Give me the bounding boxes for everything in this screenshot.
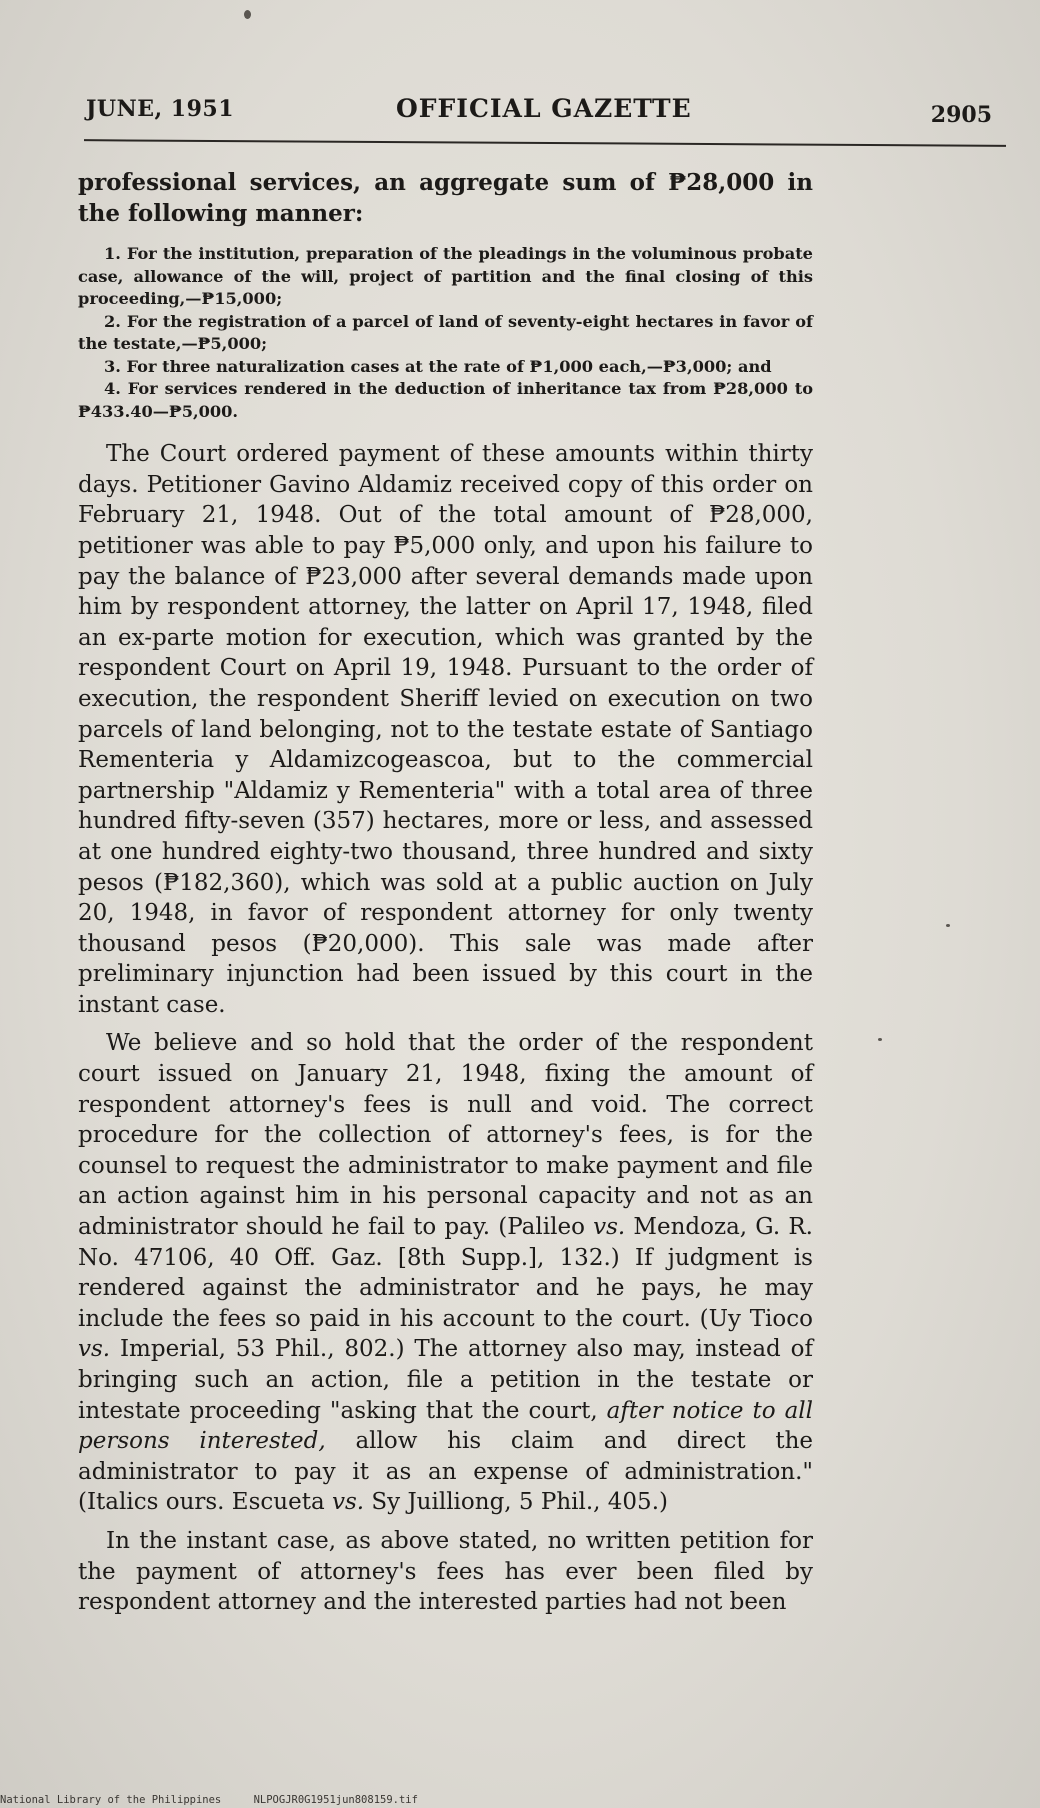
scan-speck [946, 924, 950, 927]
article-body [78, 168, 813, 1618]
footer-library: National Library of the Philippines [0, 1794, 222, 1806]
italic-vs: vs. [331, 1489, 365, 1516]
scan-speck [244, 10, 251, 19]
page-number: 2905 [930, 102, 992, 128]
italic-phrase: after notice to all persons interested, [78, 1397, 813, 1455]
holding-text-e: Sy Juilliong, 5 Phil., 405.) [364, 1489, 668, 1516]
paragraph-holding [78, 1028, 813, 1518]
header-rule [84, 139, 1006, 147]
list-item: 1. For the institution, preparation of the pleadings in the voluminous probate case, allowance of the will, project of partition and the final closing of this proceeding,—₱15,000; [78, 244, 813, 309]
italic-vs: vs. [78, 1336, 111, 1363]
scan-footer [0, 1794, 1040, 1806]
holding-text-a: We believe and so hold that the order of the respondent court issued on January 21, 1948, fixing the amount of respondent attorney's fees is null and void. The correct procedure for the collection of attorney's fees, is for the counsel to request the administrator to make payment and file an action against him in his personal capacity and not as an administrator should he fail to pay. (Palileo [78, 1030, 813, 1241]
list-item: 3. For three naturalization cases at the rate of ₱1,000 each,—₱3,000; and [104, 356, 772, 376]
holding-text-d: allow his claim and direct the administrator to pay it as an expense of administration." (Italics ours. Escueta [78, 1428, 814, 1516]
header-date: JUNE, 1951 [86, 96, 235, 122]
paragraph-court-order: The Court ordered payment of these amounts within thirty days. Petitioner Gavino Aldamiz received copy of this order on February 21, 1948. Out of the total amount of ₱28,000, petitioner was able to pay ₱5,000 only, and upon his failure to pay the balance of ₱23,000 after several demands made upon him by respondent attorney, the latter on April 17, 1948, filed an ex-parte motion for execution, which was granted by the respondent Court on April 19, 1948. Pursuant to the order of execution, the respondent Sheriff levied on execution on two parcels of land belonging, not to the testate estate of Santiago Rementeria y Aldamizcogeascoa, but to the commercial partnership "Aldamiz y Rementeria" with a total area of three hundred fifty-seven (357) hectares, more or less, and assessed at one hundred eighty-two thousand, three hundred and sixty pesos (₱182,360), which was sold at a public auction on July 20, 1948, in favor of respondent attorney for only twenty thousand pesos (₱20,000). This sale was made after preliminary injunction had been issued by this court in the instant case. [78, 441, 813, 1018]
holding-text-c: Imperial, 53 Phil., 802.) The attorney also may, instead of bringing such an action, file a petition in the testate or intestate proceeding "asking that the court, [78, 1336, 813, 1424]
paragraph-instant-case: In the instant case, as above stated, no written petition for the payment of attorney's fees has ever been filed by respondent attorney and the interested parties had not been [78, 1527, 813, 1616]
footer-file-id: NLPOGJR0G1951jun808159.tif [253, 1794, 418, 1806]
fee-list [78, 243, 813, 423]
list-item: 4. For services rendered in the deduction of inheritance tax from ₱28,000 to ₱433.40—₱5,000. [78, 379, 813, 421]
italic-vs: vs. [593, 1214, 626, 1241]
scan-speck [878, 1038, 882, 1041]
header-title: OFFICIAL GAZETTE [396, 94, 692, 123]
intro-paragraph: professional services, an aggregate sum of ₱28,000 in the following manner: [78, 169, 813, 227]
holding-text-b: Mendoza, G. R. No. 47106, 40 Off. Gaz. [8th Supp.], 132.) If judgment is rendered against the administrator and he pays, he may include the fees so paid in his account to the court. (Uy Tioco [78, 1214, 813, 1332]
list-item: 2. For the registration of a parcel of land of seventy-eight hectares in favor of the testate,—₱5,000; [78, 311, 813, 354]
page-header [86, 96, 992, 136]
